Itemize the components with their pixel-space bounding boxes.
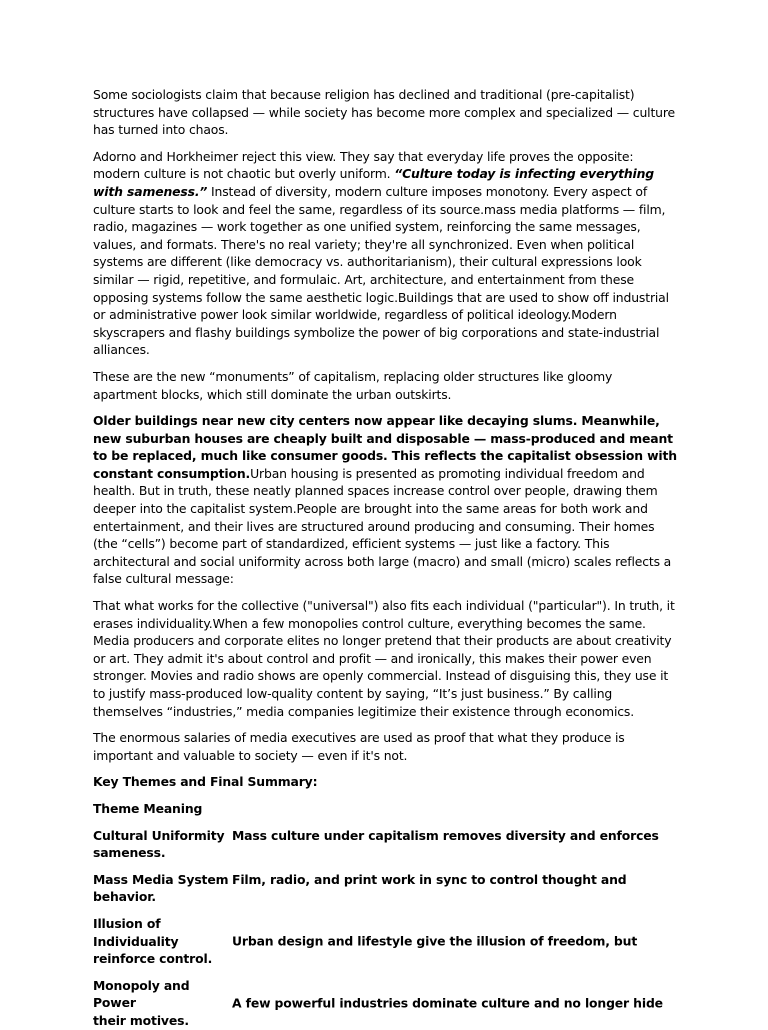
paragraph-monuments <box>93 368 678 403</box>
summary-row <box>93 827 678 862</box>
bold-statement: Older buildings near new city centers now appear like decaying slums. Meanwhile, new suburban houses are cheaply built and disposable — mass-produced and meant to be replaced, much like consumer goods. This reflects the capitalist obsession with constant consumption. <box>93 413 677 481</box>
theme-meaning: Urban design and lifestyle give the illusion of freedom, but reinforce control. <box>93 933 638 967</box>
paragraph-media-salaries <box>93 729 678 764</box>
summary-row <box>93 915 678 968</box>
paragraph-collective-universal <box>93 597 678 720</box>
paragraph-buildings-slums <box>93 412 678 588</box>
theme-meaning: A few powerful industries dominate culture and no longer hide their motives. <box>93 995 663 1028</box>
theme-name: Illusion of Individuality <box>93 915 179 949</box>
quote-sameness: “Culture today is infecting everything with sameness.” <box>93 166 655 199</box>
summary-row <box>93 871 678 906</box>
theme-name: Cultural Uniformity <box>93 827 225 843</box>
paragraph-text: These are the new “monuments” of capitalism, replacing older structures like gloomy apartment blocks, which still dominate the urban outskirts. <box>93 368 613 402</box>
paragraph-text: Adorno and Horkheimer reject this view. They say that everyday life proves the opposite: modern culture is not chaotic but overly uniform. <box>93 148 634 182</box>
paragraph-religion-decline <box>93 86 678 139</box>
theme-name: Mass Media System <box>93 871 229 887</box>
paragraph-text: Some sociologists claim that because religion has declined and traditional (pre-capitalist) structures have collapsed — while society has become more complex and specialized — culture has turned into chaos. <box>93 87 676 138</box>
paragraph-text: Instead of diversity, modern culture imposes monotony. Every aspect of culture starts to look and feel the same, regardless of its source.mass media platforms — film, radio, magazines — work together as one unified system, reinforcing the same messages, values, and formats. There's no real variety; they're all synchronized. Even when political systems are different (like democracy vs. authoritarianism), their cultural expressions look similar — rigid, repetitive, and formulaic. Art, architecture, and entertainment from these opposing systems follow the same aesthetic logic.Buildings that are used to show off industrial or administrative power look similar worldwide, regardless of political ideology.Modern skyscrapers and flashy buildings symbolize the power of big corporations and state-industrial alliances. <box>93 183 669 358</box>
summary-heading: Key Themes and Final Summary: <box>93 774 318 790</box>
paragraph-text: The enormous salaries of media executives are used as proof that what they produce is important and valuable to society — even if it's not. <box>93 730 625 763</box>
theme-name: Monopoly and Power <box>93 977 190 1011</box>
paragraph-text: Urban housing is presented as promoting individual freedom and health. But in truth, these neatly planned spaces increase control over people, drawing them deeper into the capitalist system.People are brought into the same areas for both work and entertainment, and their lives are structured around producing and consuming. Their homes (the “cells”) become part of standardized, efficient systems — just like a factory. This architectural and social uniformity across both large (macro) and small (micro) scales reflects a false cultural message: <box>93 465 672 587</box>
paragraph-text: That what works for the collective ("universal") also fits each individual ("particular"). In truth, it erases individuality.When a few monopolies control culture, everything becomes the same. Media producers and corporate elites no longer pretend that their products are about creativity or art. They admit it's about control and profit — and ironically, this makes their power even stronger. Movies and radio shows are openly commercial. Instead of disguising this, they use it to justify mass-produced low-quality content by saying, “It’s just business.” By calling themselves “industries,” media companies legitimize their existence through economics. <box>93 598 675 719</box>
theme-meaning: Mass culture under capitalism removes diversity and enforces sameness. <box>93 827 659 861</box>
summary-header-row: Theme Meaning <box>93 800 203 816</box>
summary-row <box>93 977 678 1030</box>
theme-meaning: Film, radio, and print work in sync to control thought and behavior. <box>93 871 627 905</box>
paragraph-adorno-horkheimer <box>93 148 678 359</box>
